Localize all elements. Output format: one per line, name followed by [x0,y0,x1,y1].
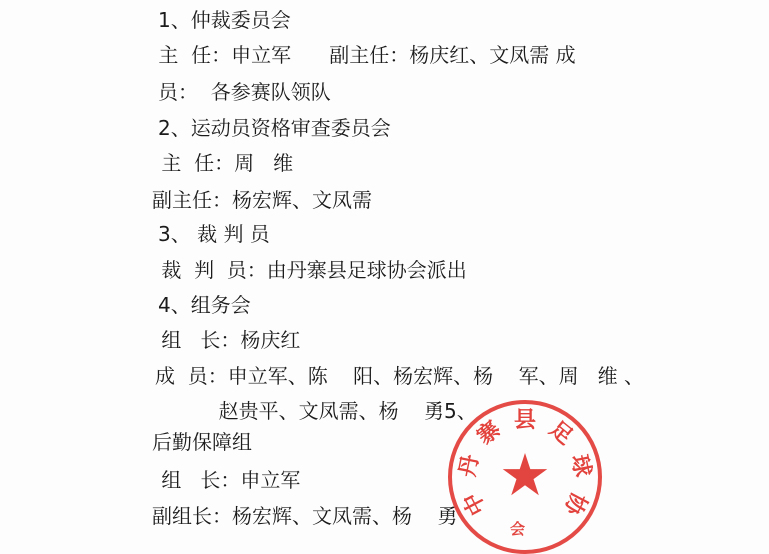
seal-arc-char: 球 [565,452,595,480]
seal-arc-char: 寨 [472,416,506,450]
seal-arc-char: 足 [544,416,578,450]
seal-bottom-char: 会 [510,520,526,538]
document-line: 员： 各参赛队领队 [158,80,331,104]
document-line: 组 长：杨庆红 [155,328,301,352]
document-line: 1、仲裁委员会 [158,8,291,32]
document-line: 成 员：申立军、陈 阳、杨宏辉、杨 军、周 维 、 [155,364,645,388]
document-line: 副组长：杨宏辉、文凤需、杨 勇 [152,504,458,528]
seal-arc-char: 协 [558,487,592,520]
seal-star-icon: ★ [499,441,551,509]
document-line: 主 任：周 维 [155,151,294,175]
document-line: 组 长：申立军 [155,468,301,492]
document-line: 2、运动员资格审查委员会 [158,116,391,140]
document-line: 4、组务会 [158,293,251,317]
document-line: 裁 判 员：由丹寨县足球协会派出 [155,258,467,282]
seal-arc-char: 中 [458,487,492,520]
document-line: 后勤保障组 [152,430,252,454]
document-line: 副主任：杨宏辉、文凤需 [152,188,372,212]
document-line: 主 任：申立军 副主任：杨庆红、文凤需 成 [152,43,576,67]
seal-arc-char: 丹 [455,452,485,480]
document-line: 3、 裁 判 员 [158,222,270,246]
seal-arc-char: 县 [513,408,536,433]
document-line: 赵贵平、文凤需、杨 勇5、 [155,399,477,423]
